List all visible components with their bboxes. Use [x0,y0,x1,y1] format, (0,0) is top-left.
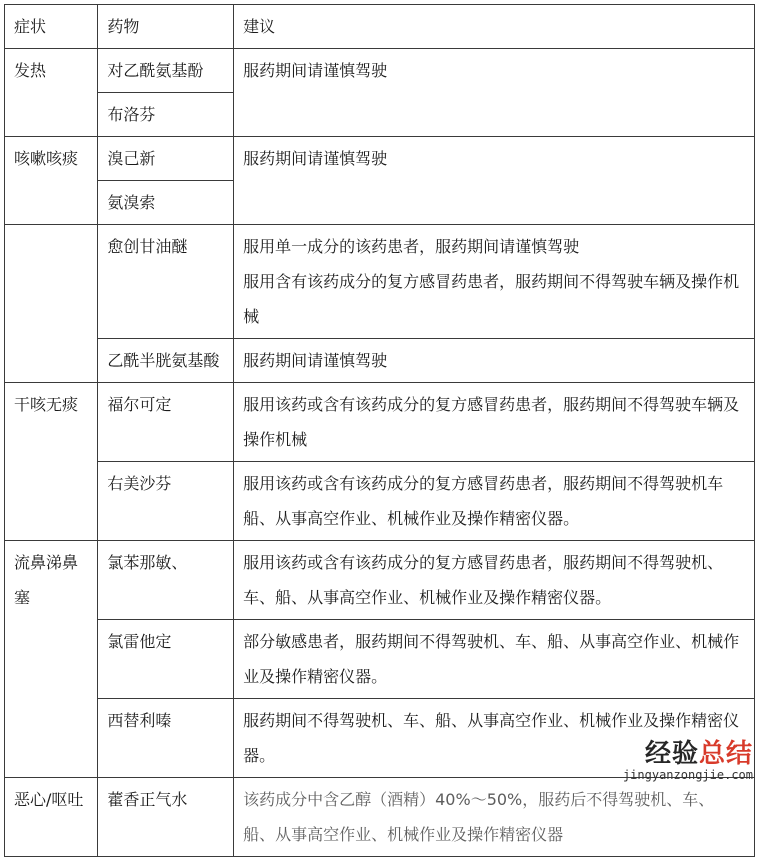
advice-cell: 服药期间请谨慎驾驶 [234,49,755,137]
header-advice: 建议 [234,5,755,49]
advice-cell: 服药期间请谨慎驾驶 [234,137,755,225]
advice-cell: 部分敏感患者，服药期间不得驾驶机、车、船、从事高空作业、机械作业及操作精密仪器。 [234,620,755,699]
advice-cell: 该药成分中含乙醇（酒精）40%～50%，服药后不得驾驶机、车、船、从事高空作业、机械作业及操作精密仪器 [234,778,755,857]
drug-cell: 氯苯那敏、 [98,541,234,620]
header-drug: 药物 [98,5,234,49]
drug-cell: 氯雷他定 [98,620,234,699]
watermark-text-b: 总结 [698,739,753,769]
symptom-cell: 发热 [5,49,98,137]
drug-cell: 对乙酰氨基酚 [98,49,234,93]
symptom-cell: 恶心/呕吐 [5,778,98,857]
drug-cell: 溴己新 [98,137,234,181]
advice-line: 服用单一成分的该药患者，服药期间请谨慎驾驶 [243,237,580,256]
drug-cell: 布洛芬 [98,93,234,137]
table-row [5,225,755,339]
advice-cell: 服药期间请谨慎驾驶 [234,339,755,383]
advice-cell: 服用该药或含有该药成分的复方感冒药患者，服药期间不得驾驶机、车、船、从事高空作业、机械作业及操作精密仪器。 [234,541,755,620]
table-row [5,339,755,383]
advice-line: 服用含有该药成分的复方感冒药患者，服药期间不得驾驶车辆及操作机械 [243,272,740,326]
symptom-cell: 流鼻涕鼻塞 [5,541,98,778]
watermark-logo-text [623,740,753,768]
symptom-cell: 咳嗽咳痰 [5,137,98,225]
watermark-text-a: 经验 [644,739,699,769]
drug-cell: 西替利嗪 [98,699,234,778]
header-symptom: 症状 [5,5,98,49]
drug-cell: 藿香正气水 [98,778,234,857]
symptom-cell: 干咳无痰 [5,383,98,541]
table-row [5,137,755,181]
table-row [5,462,755,541]
drug-cell: 愈创甘油醚 [98,225,234,339]
watermark [623,740,753,782]
table-row [5,49,755,93]
table-row [5,541,755,620]
advice-cell: 服用该药或含有该药成分的复方感冒药患者，服药期间不得驾驶机车船、从事高空作业、机械作业及操作精密仪器。 [234,462,755,541]
drug-advice-table [4,4,755,857]
table-row [5,383,755,462]
drug-cell: 右美沙芬 [98,462,234,541]
advice-cell [234,225,755,339]
table-row [5,778,755,857]
drug-cell: 乙酰半胱氨基酸 [98,339,234,383]
drug-cell: 福尔可定 [98,383,234,462]
drug-cell: 氨溴索 [98,181,234,225]
table-row [5,620,755,699]
advice-cell: 服药期间不得驾驶机、车、船、从事高空作业、机械作业及操作精密仪器。 [234,699,755,778]
table-header-row [5,5,755,49]
symptom-cell-empty [5,225,98,383]
advice-cell: 服用该药或含有该药成分的复方感冒药患者，服药期间不得驾驶车辆及操作机械 [234,383,755,462]
watermark-url: jingyanzongjie.com [622,768,753,782]
